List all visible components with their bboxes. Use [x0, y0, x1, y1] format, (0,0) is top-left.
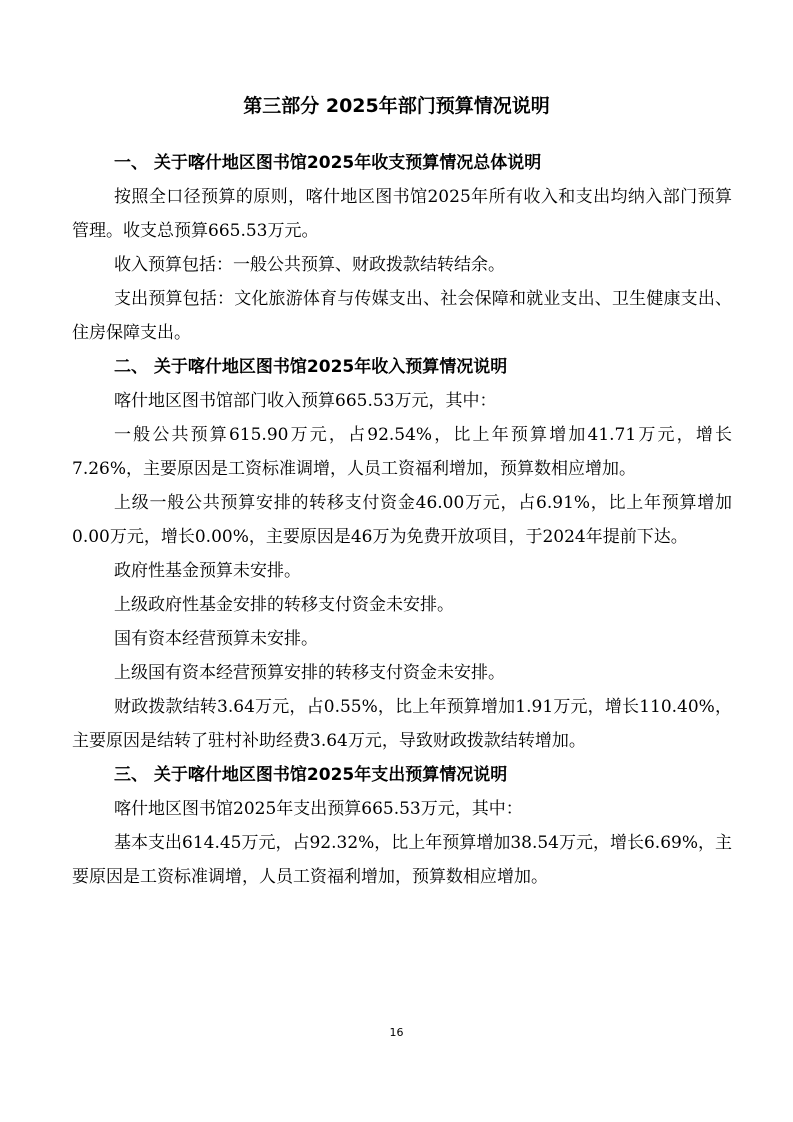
- paragraph: 政府性基金预算未安排。: [114, 561, 301, 581]
- paragraph: 基本支出614.45万元，占92.32%，比上年预算增加38.54万元，增长6.69%，主要原因是工资标准调增，人员工资福利增加，预算数相应增加。: [72, 833, 732, 887]
- paragraph: 按照全口径预算的原则，喀什地区图书馆2025年所有收入和支出均纳入部门预算管理。收支总预算665.53万元。: [72, 187, 732, 241]
- paragraph: 上级一般公共预算安排的转移支付资金46.00万元，占6.91%，比上年预算增加0.00万元，增长0.00%，主要原因是46万为免费开放项目，于2024年提前下达。: [72, 493, 732, 547]
- paragraph: 上级政府性基金安排的转移支付资金未安排。: [114, 595, 454, 615]
- section-heading-3: 三、 关于喀什地区图书馆2025年支出预算情况说明: [114, 765, 508, 785]
- paragraph: 财政拨款结转3.64万元，占0.55%，比上年预算增加1.91万元，增长110.40%，主要原因是结转了驻村补助经费3.64万元，导致财政拨款结转增加。: [72, 697, 732, 751]
- paragraph: 收入预算包括：一般公共预算、财政拨款结转结余。: [114, 255, 505, 275]
- section-heading-2: 二、 关于喀什地区图书馆2025年收入预算情况说明: [114, 357, 508, 377]
- paragraph: 喀什地区图书馆2025年支出预算665.53万元，其中：: [114, 799, 523, 819]
- document-body: [72, 146, 732, 894]
- section-heading-1: 一、 关于喀什地区图书馆2025年收支预算情况总体说明: [114, 153, 542, 173]
- paragraph: 一般公共预算615.90万元，占92.54%，比上年预算增加41.71万元，增长7.26%，主要原因是工资标准调增，人员工资福利增加，预算数相应增加。: [72, 425, 732, 479]
- paragraph: 上级国有资本经营预算安排的转移支付资金未安排。: [114, 663, 505, 683]
- paragraph: 支出预算包括：文化旅游体育与传媒支出、社会保障和就业支出、卫生健康支出、住房保障支出。: [72, 289, 732, 343]
- page-title: 第三部分 2025年部门预算情况说明: [243, 95, 550, 117]
- page-number: 16: [389, 1026, 404, 1039]
- paragraph: 国有资本经营预算未安排。: [114, 629, 318, 649]
- paragraph: 喀什地区图书馆部门收入预算665.53万元，其中：: [114, 391, 497, 411]
